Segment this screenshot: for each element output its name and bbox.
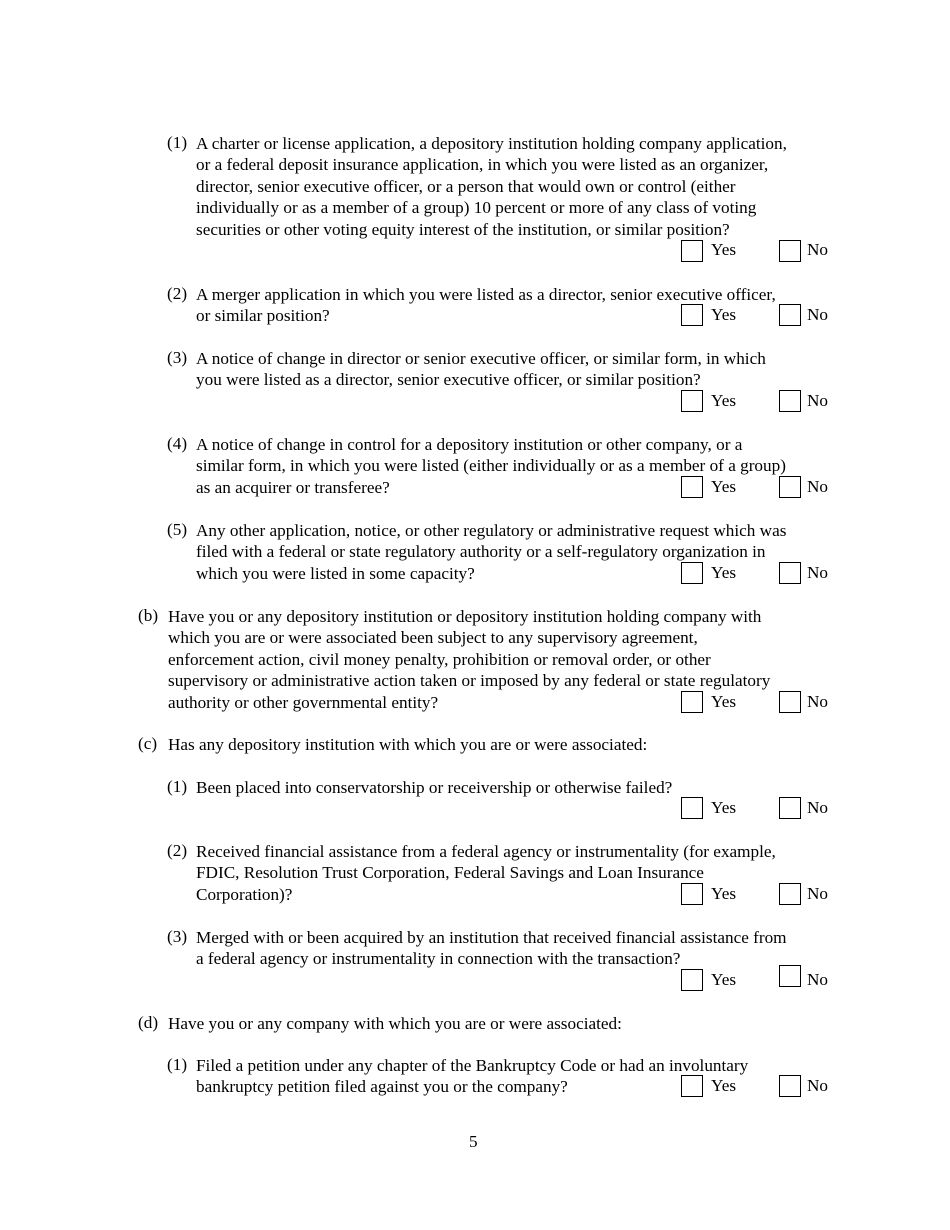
item-number: (5) xyxy=(167,520,188,539)
no-label: No xyxy=(807,305,829,324)
question-text: Have you or any company with which you are or were associated: xyxy=(168,1014,622,1033)
item-number: (1) xyxy=(167,777,188,796)
yes-checkbox[interactable] xyxy=(681,797,703,819)
no-label: No xyxy=(807,563,829,582)
question-text: Received financial assistance from a federal agency or instrumentality (for example, FDIC, Resolution Trust Corporation, Federal Savings and Loan Insurance Corporation)? xyxy=(196,842,776,904)
no-checkbox[interactable] xyxy=(779,691,801,713)
no-label: No xyxy=(807,391,829,410)
no-checkbox[interactable] xyxy=(779,476,801,498)
yes-checkbox[interactable] xyxy=(681,562,703,584)
yes-checkbox[interactable] xyxy=(681,240,703,262)
no-checkbox[interactable] xyxy=(779,562,801,584)
no-label: No xyxy=(807,1076,829,1095)
no-checkbox[interactable] xyxy=(779,883,801,905)
no-label: No xyxy=(807,798,829,817)
item-number: (2) xyxy=(167,284,188,303)
no-checkbox[interactable] xyxy=(779,965,801,987)
yes-checkbox[interactable] xyxy=(681,476,703,498)
yes-label: Yes xyxy=(711,563,737,582)
section-letter: (b) xyxy=(138,606,159,625)
yes-checkbox[interactable] xyxy=(681,390,703,412)
no-label: No xyxy=(807,970,829,989)
no-label: No xyxy=(807,884,829,903)
yes-checkbox[interactable] xyxy=(681,969,703,991)
no-checkbox[interactable] xyxy=(779,304,801,326)
item-number: (4) xyxy=(167,434,188,453)
question-text: A notice of change in control for a depository institution or other company, or a similar form, in which you were listed (either individually or as a member of a group) as an acquirer or transferee? xyxy=(196,435,786,497)
item-number: (3) xyxy=(167,927,188,946)
yes-checkbox[interactable] xyxy=(681,304,703,326)
yes-label: Yes xyxy=(711,1076,737,1095)
section-letter: (c) xyxy=(138,734,158,753)
no-checkbox[interactable] xyxy=(779,797,801,819)
yes-label: Yes xyxy=(711,798,737,817)
question-text: Any other application, notice, or other regulatory or administrative request which was filed with a federal or state regulatory authority or a self-regulatory organization in which you were listed in some capacity? xyxy=(196,521,787,583)
item-number: (1) xyxy=(167,1055,188,1074)
item-number: (3) xyxy=(167,348,188,367)
no-label: No xyxy=(807,692,829,711)
question-text: Have you or any depository institution or depository institution holding company with which you are or were associated been subject to any supervisory agreement, enforcement action, civil money penalty, prohibition or removal order, or other supervisory or administrative action taken or imposed by any federal or state regulatory authority or other governmental entity? xyxy=(168,607,771,712)
yes-checkbox[interactable] xyxy=(681,1075,703,1097)
yes-label: Yes xyxy=(711,884,737,903)
question-text: Has any depository institution with which you are or were associated: xyxy=(168,735,648,754)
no-label: No xyxy=(807,477,829,496)
no-label: No xyxy=(807,240,829,259)
item-number: (1) xyxy=(167,133,188,152)
page-number: 5 xyxy=(469,1132,478,1151)
no-checkbox[interactable] xyxy=(779,240,801,262)
yes-checkbox[interactable] xyxy=(681,691,703,713)
question-text: Been placed into conservatorship or receivership or otherwise failed? xyxy=(196,778,673,797)
question-text: Merged with or been acquired by an institution that received financial assistance from a federal agency or instrumentality in connection with the transaction? xyxy=(196,928,787,969)
yes-label: Yes xyxy=(711,240,737,259)
yes-label: Yes xyxy=(711,970,737,989)
question-text: A merger application in which you were listed as a director, senior executive officer, or similar position? xyxy=(196,285,776,326)
no-checkbox[interactable] xyxy=(779,390,801,412)
question-text: Filed a petition under any chapter of the Bankruptcy Code or had an involuntary bankruptcy petition filed against you or the company? xyxy=(196,1056,749,1097)
yes-label: Yes xyxy=(711,305,737,324)
yes-label: Yes xyxy=(711,391,737,410)
yes-label: Yes xyxy=(711,477,737,496)
yes-checkbox[interactable] xyxy=(681,883,703,905)
section-letter: (d) xyxy=(138,1013,159,1032)
no-checkbox[interactable] xyxy=(779,1075,801,1097)
yes-label: Yes xyxy=(711,692,737,711)
question-text: A notice of change in director or senior executive officer, or similar form, in which you were listed as a director, senior executive officer, or similar position? xyxy=(196,349,766,390)
item-number: (2) xyxy=(167,841,188,860)
question-text: A charter or license application, a depository institution holding company application, or a federal deposit insurance application, in which you were listed as an organizer, director, senior executive officer, or a person that would own or control (either individually or as a member of a group) 10 percent or more of any class of voting securities or other voting equity interest of the institution, or similar position? xyxy=(196,134,787,239)
